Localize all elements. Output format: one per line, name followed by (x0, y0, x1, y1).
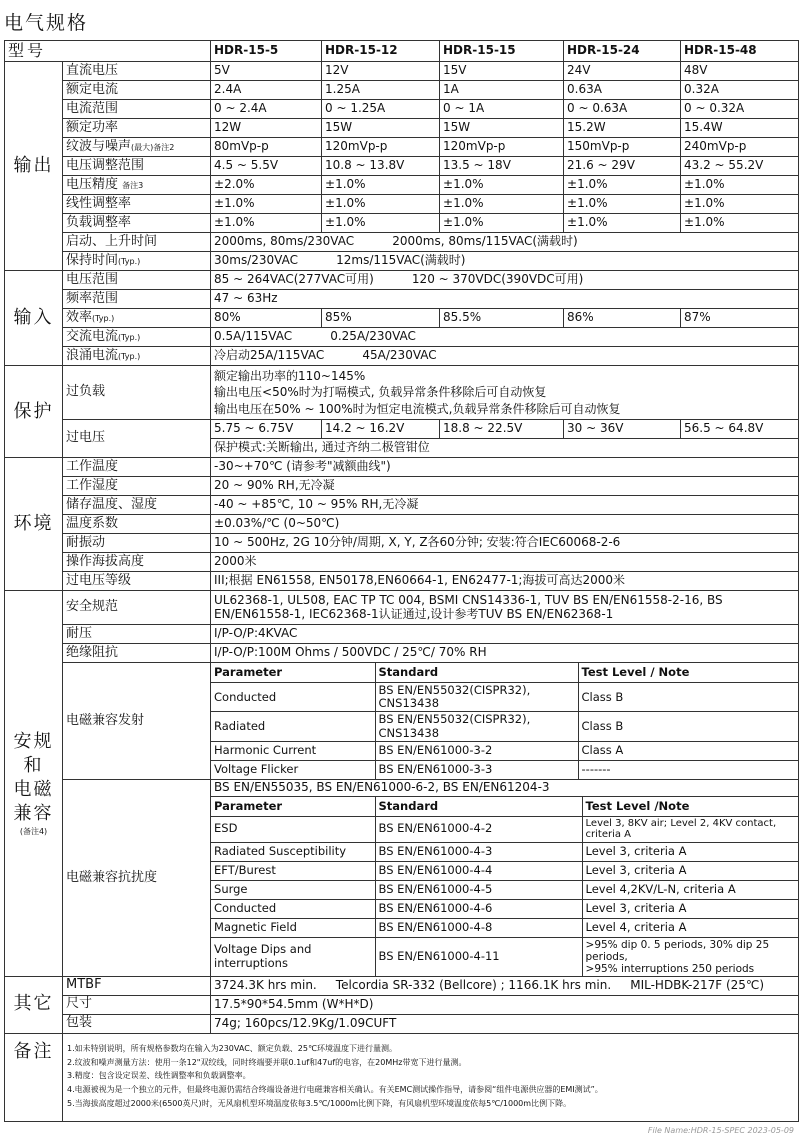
cell-value: 21.6 ~ 29V (564, 157, 681, 176)
cell-value: 24V (564, 62, 681, 81)
section-input: 输入 (5, 271, 63, 366)
ems-table (211, 797, 798, 976)
cell-value: 85% (322, 309, 440, 328)
emi-header: Parameter (211, 663, 375, 682)
cell-value: 10.8 ~ 13.8V (322, 157, 440, 176)
row-label: 耐压 (63, 625, 211, 644)
cell-value: 1.25A (322, 81, 440, 100)
section-protection: 保护 (5, 366, 63, 458)
cell-value: 1A (440, 81, 564, 100)
model-name: HDR-15-24 (564, 41, 681, 62)
output-row (5, 195, 799, 214)
cell-value: 0.5A/115VAC 0.25A/230VAC (211, 328, 799, 347)
ems-header-row (211, 797, 798, 816)
ems-cell: BS EN/EN61000-4-11 (375, 937, 582, 976)
emi-header: Standard (375, 663, 578, 682)
model-name: HDR-15-15 (440, 41, 564, 62)
row-label: 过电压 (63, 420, 211, 458)
cell-value: 80% (211, 309, 322, 328)
output-row (5, 119, 799, 138)
row-label: 负载调整率 (63, 214, 211, 233)
environment-row (5, 477, 799, 496)
row-label: 直流电压 (63, 62, 211, 81)
cell-value: 15.2W (564, 119, 681, 138)
notes-row (5, 1033, 799, 1121)
row-label (63, 328, 211, 347)
row-label: 尺寸 (63, 995, 211, 1014)
emi-row (211, 741, 798, 760)
cell-value: 0.63A (564, 81, 681, 100)
output-row (5, 214, 799, 233)
others-row (5, 976, 799, 995)
row-label: 电压范围 (63, 271, 211, 290)
ems-header: Parameter (211, 797, 375, 816)
cell-value: 10 ~ 500Hz, 2G 10分钟/周期, X, Y, Z各60分钟; 安装:符合IEC60068-2-6 (211, 534, 799, 553)
cell-value: ±1.0% (681, 214, 799, 233)
cell-value: 13.5 ~ 18V (440, 157, 564, 176)
ems-cell: Conducted (211, 899, 375, 918)
cell-value: 48V (681, 62, 799, 81)
section-notes: 备注 (5, 1033, 63, 1121)
environment-row (5, 572, 799, 591)
cell-value: 87% (681, 309, 799, 328)
ems-cell: Level 3, criteria A (582, 899, 798, 918)
others-row (5, 1014, 799, 1033)
output-row (5, 100, 799, 119)
cell-value: ±1.0% (322, 195, 440, 214)
ems-row (211, 918, 798, 937)
cell-value: 2000ms, 80ms/230VAC 2000ms, 80ms/115VAC(满载时) (211, 233, 799, 252)
emi-cell: Voltage Flicker (211, 760, 375, 779)
cell-value: 80mVp-p (211, 138, 322, 157)
ems-table-cell (211, 780, 799, 976)
cell-value: ±1.0% (322, 214, 440, 233)
cell-value: 12V (322, 62, 440, 81)
cell-value: 2.4A (211, 81, 322, 100)
label-text: 电压精度 (66, 176, 119, 192)
cell-value: 20 ~ 90% RH,无冷凝 (211, 477, 799, 496)
row-label: 包装 (63, 1014, 211, 1033)
row-label (63, 138, 211, 157)
cell-value: ±1.0% (681, 195, 799, 214)
ems-header: Test Level /Note (582, 797, 798, 816)
environment-row (5, 515, 799, 534)
cell-value: ±1.0% (440, 176, 564, 195)
cell-value: 17.5*90*54.5mm (W*H*D) (211, 995, 799, 1014)
cell-value: I/P-O/P:100M Ohms / 500VDC / 25℃/ 70% RH (211, 644, 799, 663)
ems-cell: BS EN/EN61000-4-4 (375, 861, 582, 880)
label-note: (Typ.) (118, 351, 141, 361)
cell-value: 5V (211, 62, 322, 81)
ems-cell: Radiated Susceptibility (211, 842, 375, 861)
ems-cell: Level 4, criteria A (582, 918, 798, 937)
safety-row (5, 625, 799, 644)
row-label: 电磁兼容抗扰度 (63, 780, 211, 976)
ems-row (211, 937, 798, 976)
output-row (5, 252, 799, 271)
label-text: 纹波与噪声 (66, 138, 132, 154)
cell-value: 0 ~ 2.4A (211, 100, 322, 119)
row-label (63, 347, 211, 366)
page-title: 电气规格 (4, 12, 89, 34)
emi-cell: Class B (578, 682, 798, 711)
row-label: 过负载 (63, 366, 211, 420)
ems-cell: Level 4,2KV/L-N, criteria A (582, 880, 798, 899)
section-safety-emc (5, 591, 63, 976)
cell-value: 56.5 ~ 64.8V (681, 420, 799, 439)
emi-cell: BS EN/EN61000-3-3 (375, 760, 578, 779)
output-row (5, 62, 799, 81)
label-text: 交流电流 (66, 328, 119, 344)
cell-value: 150mVp-p (564, 138, 681, 157)
row-label: 电压调整范围 (63, 157, 211, 176)
model-row (5, 41, 799, 62)
emi-cell: Conducted (211, 682, 375, 711)
label-text: 保持时间 (66, 252, 119, 268)
cell-value: 15W (322, 119, 440, 138)
model-name: HDR-15-12 (322, 41, 440, 62)
emi-cell: Radiated (211, 712, 375, 741)
label-note: (Typ.) (118, 256, 141, 266)
note-line: 2.纹波和噪声测量方法：使用一条12"双绞线，同时终端要并联0.1uf和47uf的电容，在20MHz带宽下进行量测。 (67, 1057, 467, 1067)
label-note: (最大)备注2 (131, 142, 175, 152)
model-name: HDR-15-5 (211, 41, 322, 62)
overload-line: 额定输出功率的110~145% (214, 368, 366, 383)
row-label: MTBF (63, 976, 211, 995)
cell-value: 0 ~ 0.32A (681, 100, 799, 119)
row-label (63, 176, 211, 195)
row-label: 工作温度 (63, 458, 211, 477)
ems-cell: BS EN/EN61000-4-8 (375, 918, 582, 937)
row-label: 安全规范 (63, 591, 211, 625)
section-others: 其它 (5, 976, 63, 1033)
row-label: 储存温度、湿度 (63, 496, 211, 515)
cell-value: 86% (564, 309, 681, 328)
row-label: 额定功率 (63, 119, 211, 138)
cell-value: III;根据 EN61558, EN50178,EN60664-1, EN62477-1;海拔可高达2000米 (211, 572, 799, 591)
cell-value: ±1.0% (564, 195, 681, 214)
cell-value: 15V (440, 62, 564, 81)
cell-value: 43.2 ~ 55.2V (681, 157, 799, 176)
emi-table (211, 663, 798, 779)
row-label: 温度系数 (63, 515, 211, 534)
output-row (5, 157, 799, 176)
ems-row (211, 880, 798, 899)
row-label (63, 252, 211, 271)
cell-value: ±1.0% (681, 176, 799, 195)
ems-cell: BS EN/EN61000-4-2 (375, 816, 582, 842)
model-label: 型号 (5, 41, 211, 62)
protection-row (5, 420, 799, 439)
cell-value: 12W (211, 119, 322, 138)
ems-cell: BS EN/EN61000-4-3 (375, 842, 582, 861)
ems-cell: Voltage Dips and interruptions (211, 937, 375, 976)
cell-value: 74g; 160pcs/12.9Kg/1.09CUFT (211, 1014, 799, 1033)
dips-note: >95% dip 0. 5 periods, 30% dip 25 periods, (585, 938, 770, 963)
note-line: 5.当海拔高度超过2000米(6500英尺)时，无风扇机型环境温度依每3.5℃/1000m比例下降，有风扇机型环境温度依每5℃/1000m比例下降。 (67, 1098, 572, 1108)
cell-value: 3724.3K hrs min. Telcordia SR-332 (Bellcore) ; 1166.1K hrs min. MIL-HDBK-217F (25℃) (211, 976, 799, 995)
note-line: 1.如未特别说明，所有规格参数均在输入为230VAC、额定负载、25℃环境温度下进行量测。 (67, 1044, 397, 1054)
label-note: 备注3 (122, 180, 144, 190)
section-output: 输出 (5, 62, 63, 271)
section-label-line: 兼容 (13, 803, 54, 825)
emi-cell: Class B (578, 712, 798, 741)
cell-value: 5.75 ~ 6.75V (211, 420, 322, 439)
ems-cell: Level 3, criteria A (582, 842, 798, 861)
cell-value: 0.32A (681, 81, 799, 100)
emi-cell: ------- (581, 762, 611, 777)
cell-value: ±1.0% (440, 214, 564, 233)
cell-value: I/P-O/P:4KVAC (211, 625, 799, 644)
row-label: 电磁兼容发射 (63, 663, 211, 780)
cell-value: 4.5 ~ 5.5V (211, 157, 322, 176)
cell-value: ±1.0% (322, 176, 440, 195)
ems-row (211, 861, 798, 880)
ems-row (211, 816, 798, 842)
environment-row (5, 458, 799, 477)
safety-row (5, 644, 799, 663)
others-row (5, 995, 799, 1014)
cell-value: 30 ~ 36V (564, 420, 681, 439)
emi-cell: BS EN/EN55032(CISPR32), CNS13438 (375, 712, 578, 741)
safety-row (5, 591, 799, 625)
output-row (5, 81, 799, 100)
section-label-line: 安规和 (13, 730, 54, 776)
ems-cell (582, 937, 798, 976)
note-line: 4.电源被视为是一个独立的元件，但最终电源仍需结合终端设备进行电磁兼容相关确认。有关EMC测试操作指导，请参阅“组件电源供应器的EMI测试”。 (67, 1085, 603, 1095)
row-label: 绝缘阻抗 (63, 644, 211, 663)
cell-value: UL62368-1, UL508, EAC TP TC 004, BSMI CNS14336-1, TUV BS EN/EN61558-2-16, BS EN/EN61558-1, IEC62368-1认证通过,设计参考TUV BS EN/EN62368-1 (211, 591, 799, 625)
safety-row (5, 663, 799, 780)
cell-value: 0 ~ 0.63A (564, 100, 681, 119)
dips-note: >95% interruptions 250 periods (585, 962, 755, 975)
emi-header-row (211, 663, 798, 682)
label-note: (Typ.) (118, 332, 141, 342)
cell-value: ±0.03%/℃ (0~50℃) (211, 515, 799, 534)
overload-line: 输出电压在50% ~ 100%时为恒定电流模式,负载异常条件移除后可自动恢复 (214, 402, 621, 417)
section-environment: 环境 (5, 458, 63, 591)
input-row (5, 290, 799, 309)
cell-value: 30ms/230VAC 12ms/115VAC(满载时) (211, 252, 799, 271)
note-line: 3.精度：包含设定误差、线性调整率和负载调整率。 (67, 1071, 251, 1081)
row-label: 线性调整率 (63, 195, 211, 214)
ems-cell: BS EN/EN61000-4-5 (375, 880, 582, 899)
cell-value: 85.5% (440, 309, 564, 328)
output-row (5, 233, 799, 252)
section-note: (备注4) (19, 826, 48, 836)
ems-cell: BS EN/EN61000-4-6 (375, 899, 582, 918)
emi-row (211, 712, 798, 741)
environment-row (5, 553, 799, 572)
cell-value: -30~+70℃ (请参考"减额曲线") (211, 458, 799, 477)
emi-header: Test Level / Note (578, 663, 798, 682)
cell-value: ±1.0% (564, 214, 681, 233)
row-label: 过电压等级 (63, 572, 211, 591)
cell-value: 0 ~ 1A (440, 100, 564, 119)
cell-value: 0 ~ 1.25A (322, 100, 440, 119)
notes-text (63, 1033, 799, 1121)
cell-value: 120mVp-p (322, 138, 440, 157)
output-row (5, 176, 799, 195)
overload-line: 输出电压<50%时为打嗝模式, 负载异常条件移除后可自动恢复 (214, 385, 547, 400)
cell-value: 240mVp-p (681, 138, 799, 157)
cell-value (211, 366, 799, 420)
ems-row (211, 899, 798, 918)
cell-value: 保护模式:关断输出, 通过齐纳二极管钳位 (211, 439, 799, 458)
cell-value: -40 ~ +85℃, 10 ~ 95% RH,无冷凝 (211, 496, 799, 515)
input-row (5, 309, 799, 328)
emi-cell: BS EN/EN61000-3-2 (375, 741, 578, 760)
cell-value: ±1.0% (211, 214, 322, 233)
row-label: 操作海拔高度 (63, 553, 211, 572)
input-row (5, 271, 799, 290)
row-label (63, 309, 211, 328)
cell-value: ±1.0% (564, 176, 681, 195)
row-label: 额定电流 (63, 81, 211, 100)
ems-cell: Magnetic Field (211, 918, 375, 937)
safety-row (5, 780, 799, 976)
cell-value: 15W (440, 119, 564, 138)
emi-row (211, 682, 798, 711)
section-label-line: 电磁 (13, 779, 54, 801)
ems-cell: ESD (211, 816, 375, 842)
environment-row (5, 534, 799, 553)
cell-value: 18.8 ~ 22.5V (440, 420, 564, 439)
ems-row (211, 842, 798, 861)
protection-row (5, 366, 799, 420)
input-row (5, 328, 799, 347)
cell-value: 47 ~ 63Hz (211, 290, 799, 309)
cell-value: ±1.0% (440, 195, 564, 214)
ems-standards: BS EN/EN55035, BS EN/EN61000-6-2, BS EN/EN61204-3 (211, 780, 798, 797)
spec-table (4, 40, 799, 1122)
ems-cell: EFT/Burest (211, 861, 375, 880)
label-note: (Typ.) (92, 313, 115, 323)
label-text: 效率 (66, 309, 93, 325)
cell-value: 15.4W (681, 119, 799, 138)
model-name: HDR-15-48 (681, 41, 799, 62)
emi-cell: Class A (578, 741, 798, 760)
emi-table-cell (211, 663, 799, 780)
label-text: 浪涌电流 (66, 347, 119, 363)
row-label: 启动、上升时间 (63, 233, 211, 252)
cell-value: 120mVp-p (440, 138, 564, 157)
cell-value: ±2.0% (211, 176, 322, 195)
cell-value: 2000米 (211, 553, 799, 572)
output-row (5, 138, 799, 157)
ems-cell: Level 3, criteria A (582, 861, 798, 880)
cell-value: ±1.0% (211, 195, 322, 214)
cell-value: 14.2 ~ 16.2V (322, 420, 440, 439)
cell-value: 冷启动25A/115VAC 45A/230VAC (211, 347, 799, 366)
emi-cell: Harmonic Current (211, 741, 375, 760)
cell-value: 85 ~ 264VAC(277VAC可用) 120 ~ 370VDC(390VDC可用) (211, 271, 799, 290)
row-label: 电流范围 (63, 100, 211, 119)
input-row (5, 347, 799, 366)
environment-row (5, 496, 799, 515)
ems-header: Standard (375, 797, 582, 816)
emi-cell: BS EN/EN55032(CISPR32), CNS13438 (375, 682, 578, 711)
emi-row (211, 760, 798, 779)
row-label: 频率范围 (63, 290, 211, 309)
ems-cell: Level 3, 8KV air; Level 2, 4KV contact, criteria A (582, 816, 798, 842)
row-label: 耐振动 (63, 534, 211, 553)
row-label: 工作湿度 (63, 477, 211, 496)
footer-filename: File Name:HDR-15-SPEC 2023-05-09 (647, 1126, 794, 1135)
ems-cell: Surge (211, 880, 375, 899)
